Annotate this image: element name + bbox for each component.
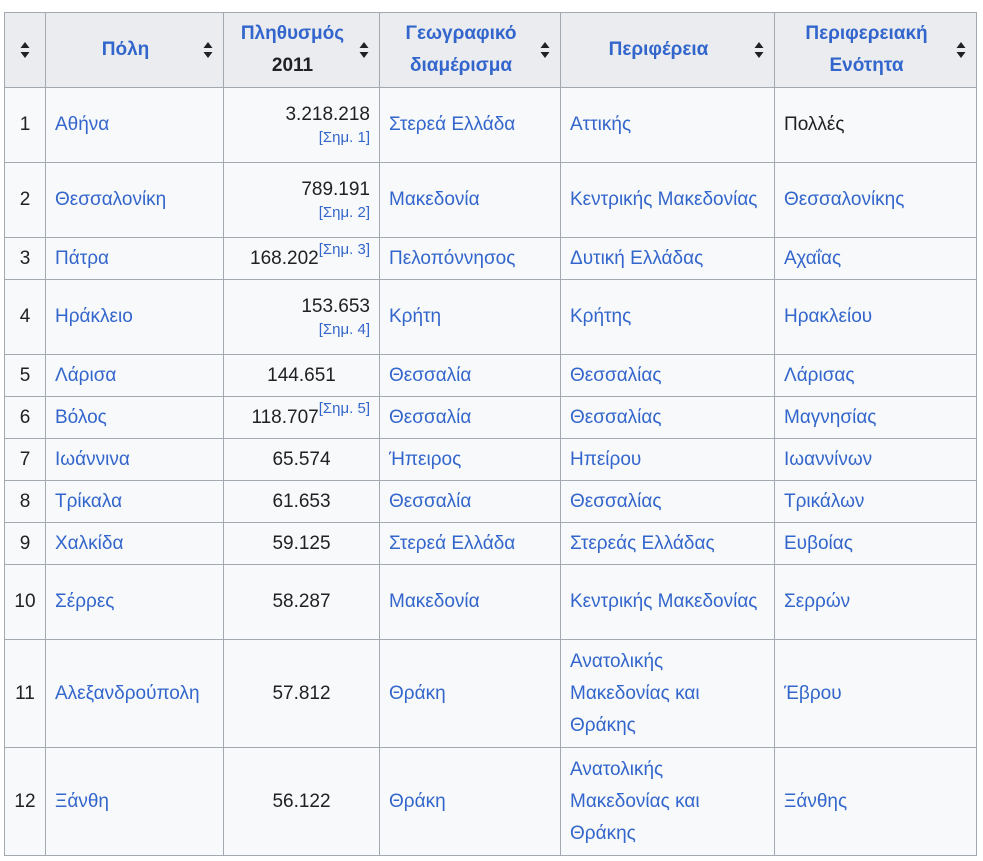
- sort-icon[interactable]: [20, 41, 30, 59]
- population-value: 789.191: [301, 179, 370, 200]
- table-row: [5, 280, 977, 355]
- rank-cell: 6: [5, 397, 46, 439]
- unit-link[interactable]: Ηρακλείου: [784, 306, 873, 327]
- geo-link[interactable]: Θεσσαλία: [389, 364, 472, 386]
- table-row: [5, 565, 977, 640]
- rank-cell: 7: [5, 439, 46, 481]
- region-link[interactable]: Στερεάς Ελλάδας: [570, 532, 715, 554]
- population-value: 144.651: [267, 364, 336, 386]
- population-cell: [224, 565, 380, 640]
- population-value: 153.653: [301, 296, 370, 317]
- population-cell: [224, 397, 380, 439]
- city-link[interactable]: Βόλος: [55, 406, 107, 428]
- reference-link[interactable]: [Σημ. 4]: [318, 321, 370, 338]
- population-cell: [224, 355, 380, 397]
- region-link[interactable]: Θεσσαλίας: [570, 490, 662, 512]
- rank-column-header[interactable]: [5, 13, 46, 88]
- rank-cell: 1: [5, 88, 46, 163]
- population-cell: [224, 640, 380, 748]
- region-link[interactable]: Θεσσαλίας: [570, 406, 662, 428]
- population-cell: [224, 523, 380, 565]
- sort-icon[interactable]: [754, 41, 764, 59]
- population-column-header[interactable]: [224, 13, 380, 88]
- rank-cell: 3: [5, 238, 46, 280]
- unit-link[interactable]: Θεσσαλονίκης: [784, 189, 905, 210]
- geo-link[interactable]: Μακεδονία: [389, 591, 480, 612]
- rank-cell: 2: [5, 163, 46, 238]
- table-row: [5, 238, 977, 280]
- population-header-year: 2011: [271, 55, 314, 76]
- population-value: 168.202: [250, 247, 319, 269]
- rank-cell: 12: [5, 748, 46, 856]
- geo-link[interactable]: Στερεά Ελλάδα: [389, 532, 516, 554]
- rank-cell: 8: [5, 481, 46, 523]
- table-row: [5, 397, 977, 439]
- city-link[interactable]: Τρίκαλα: [55, 490, 123, 512]
- city-link[interactable]: Λάρισα: [55, 364, 117, 386]
- rank-cell: 4: [5, 280, 46, 355]
- population-value: 61.653: [272, 490, 331, 512]
- table-row: [5, 355, 977, 397]
- city-column-header[interactable]: [46, 13, 224, 88]
- region-header-label: Περιφέρεια: [608, 39, 709, 60]
- table-row: [5, 163, 977, 238]
- region-link[interactable]: Ηπείρου: [570, 448, 642, 470]
- population-value: 58.287: [272, 591, 331, 612]
- region-link[interactable]: Θεσσαλίας: [570, 364, 662, 386]
- population-value: 56.122: [272, 790, 331, 812]
- geo-link[interactable]: Θεσσαλία: [389, 490, 472, 512]
- region-link[interactable]: Ανατολικής Μακεδονίας και Θράκης: [570, 650, 700, 736]
- population-cell: [224, 238, 380, 280]
- unit-column-header[interactable]: [775, 13, 977, 88]
- population-cell: [224, 280, 380, 355]
- geo-link[interactable]: Θράκη: [389, 790, 446, 812]
- population-value: 59.125: [272, 532, 331, 554]
- sort-icon[interactable]: [540, 41, 550, 59]
- city-link[interactable]: Πάτρα: [55, 247, 110, 269]
- region-link[interactable]: Δυτική Ελλάδας: [570, 247, 704, 269]
- table-row: [5, 88, 977, 163]
- geo-link[interactable]: Στερεά Ελλάδα: [389, 114, 516, 135]
- reference-link[interactable]: [Σημ. 5]: [318, 399, 370, 417]
- rank-cell: 11: [5, 640, 46, 748]
- sort-icon[interactable]: [956, 41, 966, 59]
- table-header-row: [5, 13, 977, 88]
- table-row: [5, 748, 977, 856]
- unit-header-label-1: Περιφερειακή: [805, 23, 928, 44]
- geo-link[interactable]: Κρήτη: [389, 306, 442, 327]
- region-link[interactable]: Αττικής: [570, 114, 632, 135]
- geo-column-header[interactable]: [380, 13, 561, 88]
- unit-link[interactable]: Μαγνησίας: [784, 406, 877, 428]
- unit-link[interactable]: Τρικάλων: [784, 490, 865, 512]
- table-row: [5, 640, 977, 748]
- unit-text: Πολλές: [784, 114, 845, 135]
- geo-link[interactable]: Θεσσαλία: [389, 406, 472, 428]
- sort-icon[interactable]: [203, 41, 213, 59]
- region-link[interactable]: Κρήτης: [570, 306, 632, 327]
- geo-header-label-2: διαμέρισμα: [409, 55, 512, 76]
- unit-link[interactable]: Έβρου: [784, 682, 842, 704]
- reference-link[interactable]: [Σημ. 3]: [318, 240, 370, 258]
- city-link[interactable]: Ιωάννινα: [55, 448, 130, 470]
- reference-link[interactable]: [Σημ. 2]: [318, 204, 370, 221]
- table-row: [5, 481, 977, 523]
- population-value: 3.218.218: [285, 104, 370, 125]
- reference-link[interactable]: [Σημ. 1]: [318, 129, 370, 146]
- city-link[interactable]: Ηράκλειο: [55, 306, 133, 327]
- geo-link[interactable]: Μακεδονία: [389, 189, 480, 210]
- unit-link[interactable]: Ιωαννίνων: [784, 448, 873, 470]
- region-link[interactable]: Κεντρικής Μακεδονίας: [570, 591, 758, 612]
- region-column-header[interactable]: [561, 13, 775, 88]
- geo-link[interactable]: Ήπειρος: [389, 448, 462, 470]
- population-value: 65.574: [272, 448, 331, 470]
- unit-link[interactable]: Αχαΐας: [784, 247, 842, 269]
- population-value: 57.812: [272, 682, 331, 704]
- city-link[interactable]: Αλεξανδρούπολη: [55, 682, 200, 704]
- population-cell: [224, 481, 380, 523]
- city-link[interactable]: Αθήνα: [55, 114, 110, 135]
- rank-cell: 5: [5, 355, 46, 397]
- population-cell: [224, 163, 380, 238]
- population-cell: [224, 88, 380, 163]
- unit-link[interactable]: Ξάνθης: [784, 790, 848, 812]
- rank-cell: 10: [5, 565, 46, 640]
- unit-header-label-2: Ενότητα: [829, 55, 904, 76]
- region-link[interactable]: Κεντρικής Μακεδονίας: [570, 189, 758, 210]
- population-header-label: Πληθυσμός: [240, 23, 345, 44]
- unit-link[interactable]: Λάρισας: [784, 364, 855, 386]
- population-value: 118.707: [251, 406, 319, 428]
- unit-link[interactable]: Ευβοίας: [784, 532, 853, 554]
- table-row: [5, 523, 977, 565]
- population-cell: [224, 748, 380, 856]
- region-link[interactable]: Ανατολικής Μακεδονίας και Θράκης: [570, 758, 700, 844]
- geo-link[interactable]: Θράκη: [389, 682, 446, 704]
- geo-header-label-1: Γεωγραφικό: [405, 23, 517, 44]
- sort-icon[interactable]: [359, 41, 369, 59]
- table-row: [5, 439, 977, 481]
- city-header-label: Πόλη: [101, 39, 150, 60]
- geo-link[interactable]: Πελοπόννησος: [389, 247, 516, 269]
- unit-link[interactable]: Σερρών: [784, 591, 851, 612]
- city-link[interactable]: Χαλκίδα: [55, 532, 124, 554]
- city-link[interactable]: Σέρρες: [55, 591, 115, 612]
- cities-table: [4, 12, 977, 856]
- city-link[interactable]: Ξάνθη: [55, 790, 109, 812]
- population-cell: [224, 439, 380, 481]
- city-link[interactable]: Θεσσαλονίκη: [55, 189, 167, 210]
- rank-cell: 9: [5, 523, 46, 565]
